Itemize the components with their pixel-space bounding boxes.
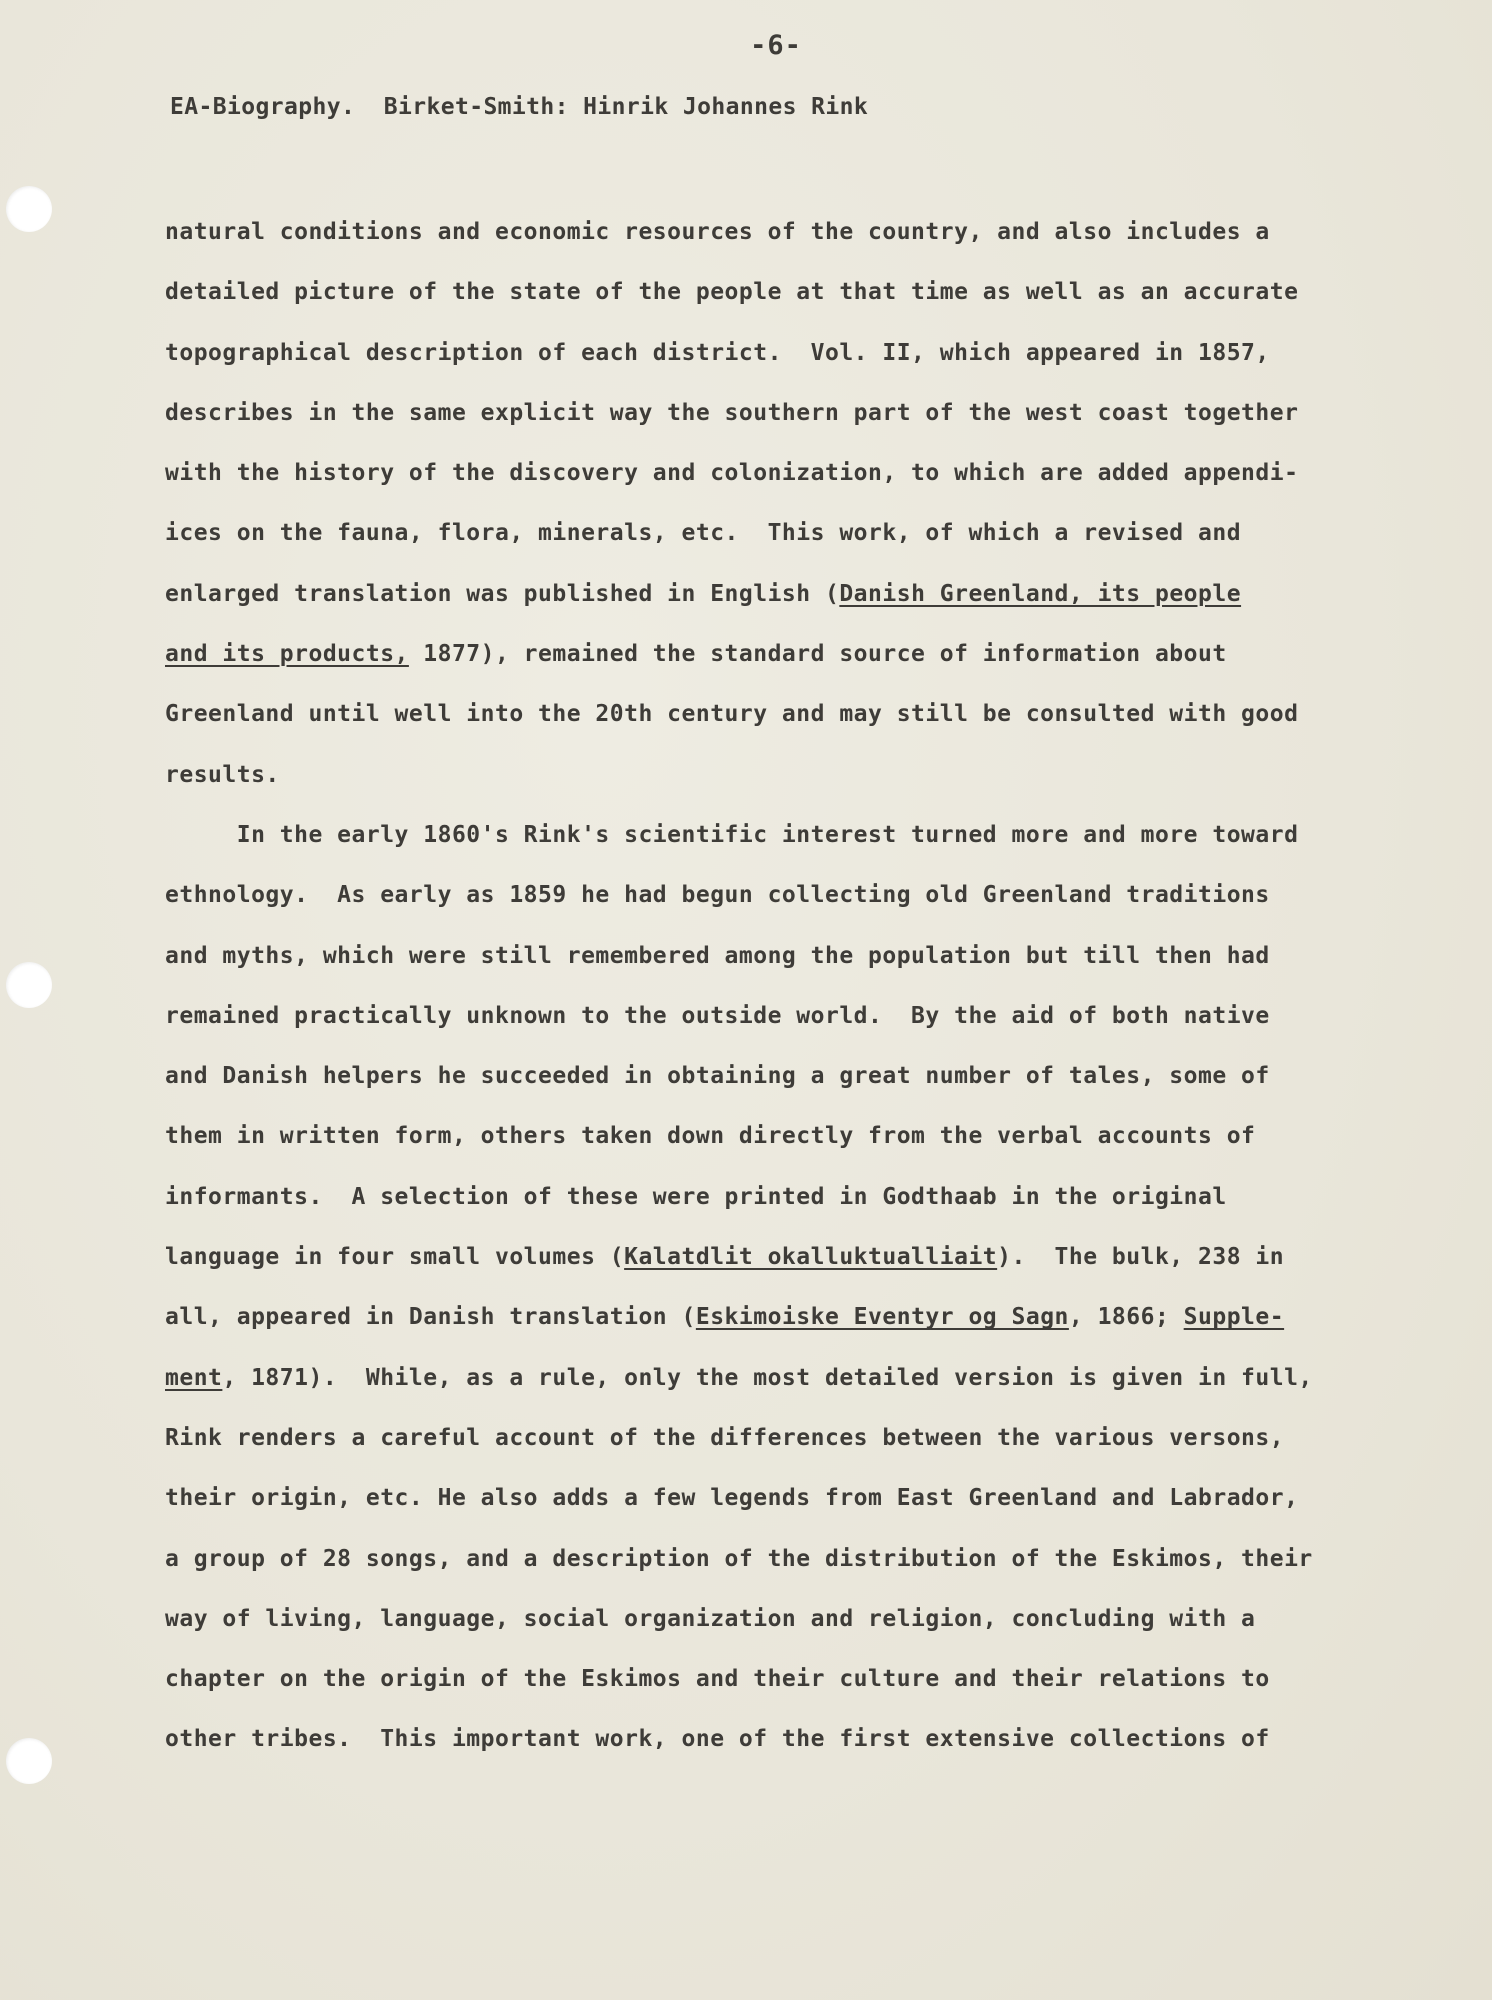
text-segment: chapter on the origin of the Eskimos and their culture and their relations to <box>165 1666 1270 1693</box>
text-line <box>165 1114 1395 1174</box>
text-segment: way of living, language, social organization and religion, concluding with a <box>165 1605 1256 1632</box>
text-segment: other tribes. This important work, one of the first extensive collections of <box>165 1726 1270 1753</box>
underlined-title: Kalatdlit okalluktualliait <box>624 1244 998 1271</box>
text-segment: topographical description of each district. Vol. II, which appeared in 1857, <box>165 339 1270 366</box>
text-line <box>165 632 1395 692</box>
underlined-title: Eskimoiske Eventyr og Sagn <box>695 1304 1069 1331</box>
text-line <box>165 813 1395 873</box>
text-line <box>165 1657 1395 1717</box>
text-segment: results. <box>165 761 280 788</box>
underlined-title: Supple- <box>1183 1304 1285 1331</box>
text-line <box>165 1476 1395 1536</box>
punch-hole-top <box>6 186 52 232</box>
text-segment: detailed picture of the state of the people at that time as well as an accurate <box>165 279 1299 306</box>
text-line <box>165 873 1395 933</box>
page-number: -6- <box>750 30 802 61</box>
text-line <box>165 451 1395 511</box>
text-line <box>165 1537 1395 1597</box>
text-line <box>165 1597 1395 1657</box>
text-line <box>165 692 1395 752</box>
text-segment: remained practically unknown to the outside world. By the aid of both native <box>165 1002 1270 1029</box>
text-segment: with the history of the discovery and colonization, to which are added appendi- <box>165 460 1299 487</box>
text-line <box>165 1235 1395 1295</box>
text-line <box>165 934 1395 994</box>
text-segment: ). The bulk, 238 in <box>997 1244 1285 1271</box>
text-segment: their origin, etc. He also adds a few legends from East Greenland and Labrador, <box>165 1485 1299 1512</box>
text-segment: describes in the same explicit way the southern part of the west coast together <box>165 399 1299 426</box>
underlined-title: and its products, <box>165 641 409 668</box>
text-line <box>165 1356 1395 1416</box>
text-segment: all, appeared in Danish translation ( <box>165 1304 696 1331</box>
underlined-title: ment <box>165 1364 223 1391</box>
text-line <box>165 1416 1395 1476</box>
text-segment: Rink renders a careful account of the differences between the various versons, <box>165 1424 1285 1451</box>
text-line <box>165 391 1395 451</box>
text-segment: natural conditions and economic resources of the country, and also includes a <box>165 219 1270 245</box>
text-line <box>165 1175 1395 1235</box>
underlined-title: Danish Greenland, its people <box>839 580 1242 607</box>
text-line <box>165 994 1395 1054</box>
text-segment: ices on the fauna, flora, minerals, etc. This work, of which a revised and <box>165 520 1242 547</box>
text-line <box>165 511 1395 571</box>
text-segment: 1877), remained the standard source of information about <box>408 641 1227 668</box>
text-line <box>165 210 1395 270</box>
text-line <box>165 1295 1395 1355</box>
punch-hole-bottom <box>6 1738 52 1784</box>
text-line <box>165 753 1395 813</box>
document-header: EA-Biography. Birket-Smith: Hinrik Johannes Rink <box>170 94 869 120</box>
text-segment: language in four small volumes ( <box>165 1244 625 1271</box>
text-segment: informants. A selection of these were printed in Godthaab in the original <box>165 1183 1227 1210</box>
text-line <box>165 572 1395 632</box>
text-segment: and Danish helpers he succeeded in obtaining a great number of tales, some of <box>165 1063 1270 1090</box>
text-line <box>165 331 1395 391</box>
text-segment: enlarged translation was published in English ( <box>165 580 840 607</box>
punch-hole-middle <box>6 962 52 1008</box>
text-segment: them in written form, others taken down directly from the verbal accounts of <box>165 1123 1256 1150</box>
text-segment: and myths, which were still remembered among the population but till then had <box>165 942 1270 969</box>
text-segment: , 1866; <box>1068 1304 1184 1331</box>
text-segment: , 1871). While, as a rule, only the most detailed version is given in full, <box>222 1364 1313 1391</box>
text-segment: In the early 1860's Rink's scientific interest turned more and more toward <box>165 821 1299 848</box>
text-segment: Greenland until well into the 20th century and may still be consulted with good <box>165 701 1299 728</box>
text-segment: a group of 28 songs, and a description of the distribution of the Eskimos, their <box>165 1545 1313 1572</box>
body-text <box>165 210 1395 1778</box>
text-segment: ethnology. As early as 1859 he had begun collecting old Greenland traditions <box>165 882 1270 909</box>
text-line <box>165 1717 1395 1777</box>
text-line <box>165 1054 1395 1114</box>
text-line <box>165 270 1395 330</box>
